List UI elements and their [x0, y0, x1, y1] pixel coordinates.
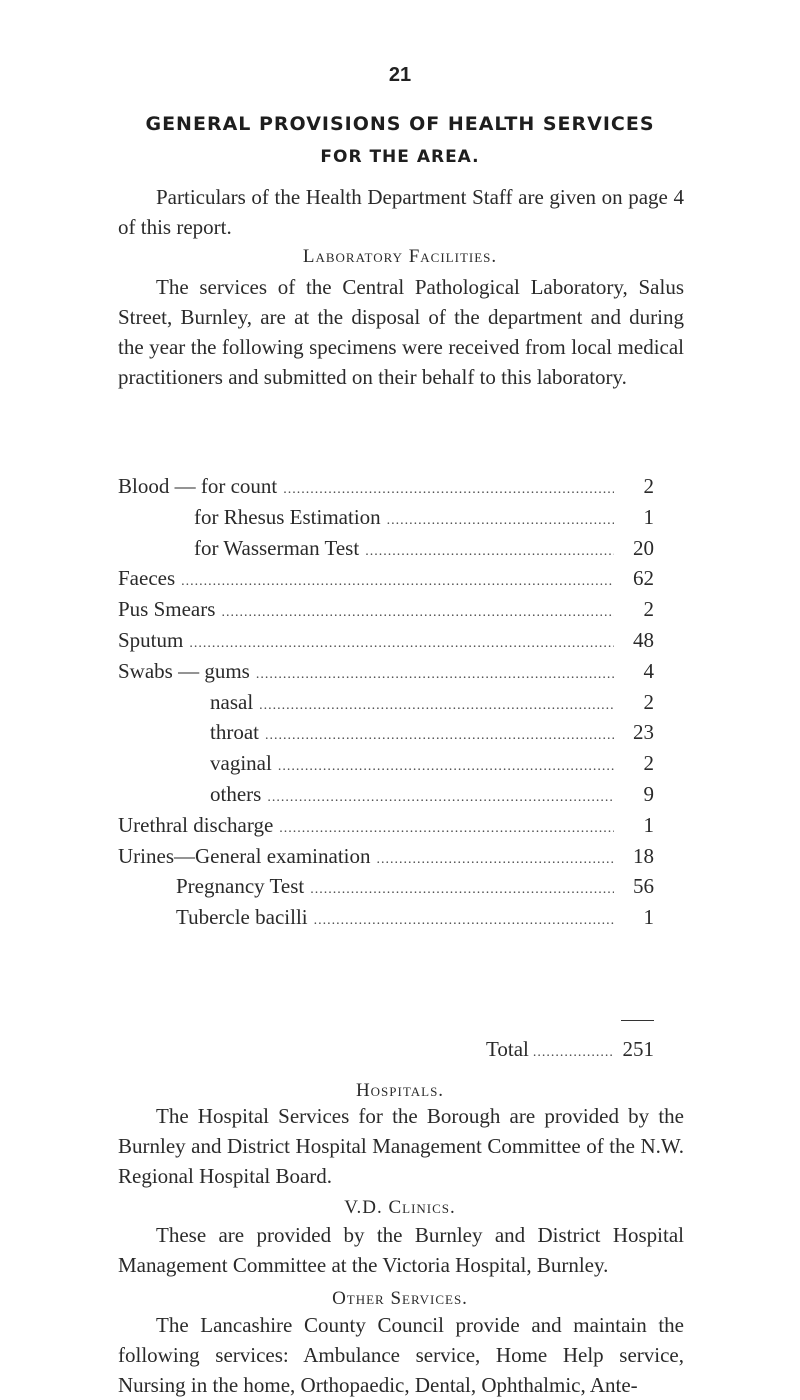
- page-number: 21: [388, 64, 412, 86]
- specimen-count: 2: [643, 689, 654, 714]
- specimen-count: 56: [633, 874, 654, 899]
- page-title: GENERAL PROVISIONS OF HEALTH SERVICES: [145, 113, 655, 135]
- specimen-count: 9: [643, 781, 654, 806]
- leader-dots: [314, 913, 614, 929]
- leader-dots: [387, 513, 614, 529]
- specimen-count: 18: [633, 843, 654, 868]
- specimen-count: 23: [633, 720, 654, 745]
- specimen-row: [118, 720, 654, 751]
- leader-dots: [189, 636, 614, 652]
- specimen-label: vaginal: [210, 751, 272, 776]
- total-row: [486, 1037, 654, 1062]
- hospitals-heading: Hospitals.: [355, 1080, 445, 1101]
- leader-dots: [181, 574, 614, 590]
- leader-dots: [259, 698, 614, 714]
- specimen-row: [118, 597, 654, 628]
- specimen-label: throat: [210, 720, 259, 745]
- specimen-count: 48: [633, 627, 654, 652]
- leader-dots: [278, 759, 614, 775]
- specimen-label: Urethral discharge: [118, 812, 274, 837]
- specimen-row: [118, 905, 654, 936]
- vd-clinics-heading: V.D. Clinics.: [344, 1197, 456, 1218]
- specimen-label: for Rhesus Estimation: [194, 504, 381, 529]
- specimen-count: 1: [643, 812, 654, 837]
- specimen-label: Pus Smears: [118, 597, 216, 622]
- specimen-label: Swabs — gums: [118, 658, 250, 683]
- specimen-row: [118, 536, 654, 567]
- specimen-count: 20: [633, 535, 654, 560]
- laboratory-heading: Laboratory Facilities.: [302, 246, 498, 267]
- specimen-count: 1: [643, 504, 654, 529]
- leader-dots: [283, 482, 614, 498]
- leader-dots: [279, 821, 614, 837]
- specimen-row: [118, 566, 654, 597]
- specimen-label: Faeces: [118, 566, 176, 591]
- specimen-label: Sputum: [118, 627, 184, 652]
- specimen-label: Urines—General examination: [118, 843, 371, 868]
- specimen-row: [118, 690, 654, 721]
- specimen-count: 2: [643, 597, 654, 622]
- specimen-label: others: [210, 781, 262, 806]
- total-rule: [621, 1020, 654, 1021]
- specimen-row: [118, 782, 654, 813]
- total-value: 251: [622, 1037, 654, 1061]
- specimen-table: [118, 474, 654, 936]
- leader-dots: [256, 667, 614, 683]
- leader-dots: [267, 790, 614, 806]
- vd-clinics-paragraph: These are provided by the Burnley and District Hospital Management Committee at the Victoria Hospital, Burnley.: [118, 1223, 684, 1277]
- leader-dots: [310, 882, 614, 898]
- leader-dots: [377, 852, 615, 868]
- specimen-row: [118, 751, 654, 782]
- specimen-label: nasal: [210, 689, 254, 714]
- specimen-label: Pregnancy Test: [176, 874, 305, 899]
- specimen-row: [118, 628, 654, 659]
- specimen-count: 62: [633, 566, 654, 591]
- specimen-label: for Wasserman Test: [194, 535, 360, 560]
- total-label: Total: [486, 1037, 529, 1061]
- leader-dots: [529, 1045, 614, 1061]
- specimen-row: [118, 474, 654, 505]
- specimen-count: 2: [643, 474, 654, 498]
- specimen-row: [118, 659, 654, 690]
- hospitals-paragraph: The Hospital Services for the Borough are provided by the Burnley and District Hospital Management Committee of the N.W. Regional Hospital Board.: [118, 1104, 684, 1188]
- specimen-row: [118, 844, 654, 875]
- leader-dots: [365, 544, 614, 560]
- laboratory-paragraph: The services of the Central Pathological Laboratory, Salus Street, Burnley, are at the disposal of the department and during the year the following specimens were received from local medical practitioners and submitted on their behalf to this laboratory.: [118, 275, 684, 389]
- specimen-label: Blood — for count: [118, 474, 278, 498]
- specimen-row: [118, 813, 654, 844]
- specimen-row: [118, 505, 654, 536]
- specimen-count: 2: [643, 751, 654, 776]
- leader-dots: [265, 728, 614, 744]
- other-services-paragraph: The Lancashire County Council provide and maintain the following services: Ambulance service, Home Help service, Nursing in the home, Orthopaedic, Dental, Ophthalmic, Ante-: [118, 1313, 684, 1397]
- specimen-row: [118, 874, 654, 905]
- other-services-heading: Other Services.: [332, 1288, 468, 1309]
- specimen-count: 1: [643, 905, 654, 930]
- specimen-count: 4: [643, 658, 654, 683]
- page-subtitle: FOR THE AREA.: [320, 147, 480, 167]
- intro-paragraph: Particulars of the Health Department Staff are given on page 4 of this report.: [118, 185, 684, 239]
- leader-dots: [221, 605, 614, 621]
- specimen-label: Tubercle bacilli: [176, 905, 308, 930]
